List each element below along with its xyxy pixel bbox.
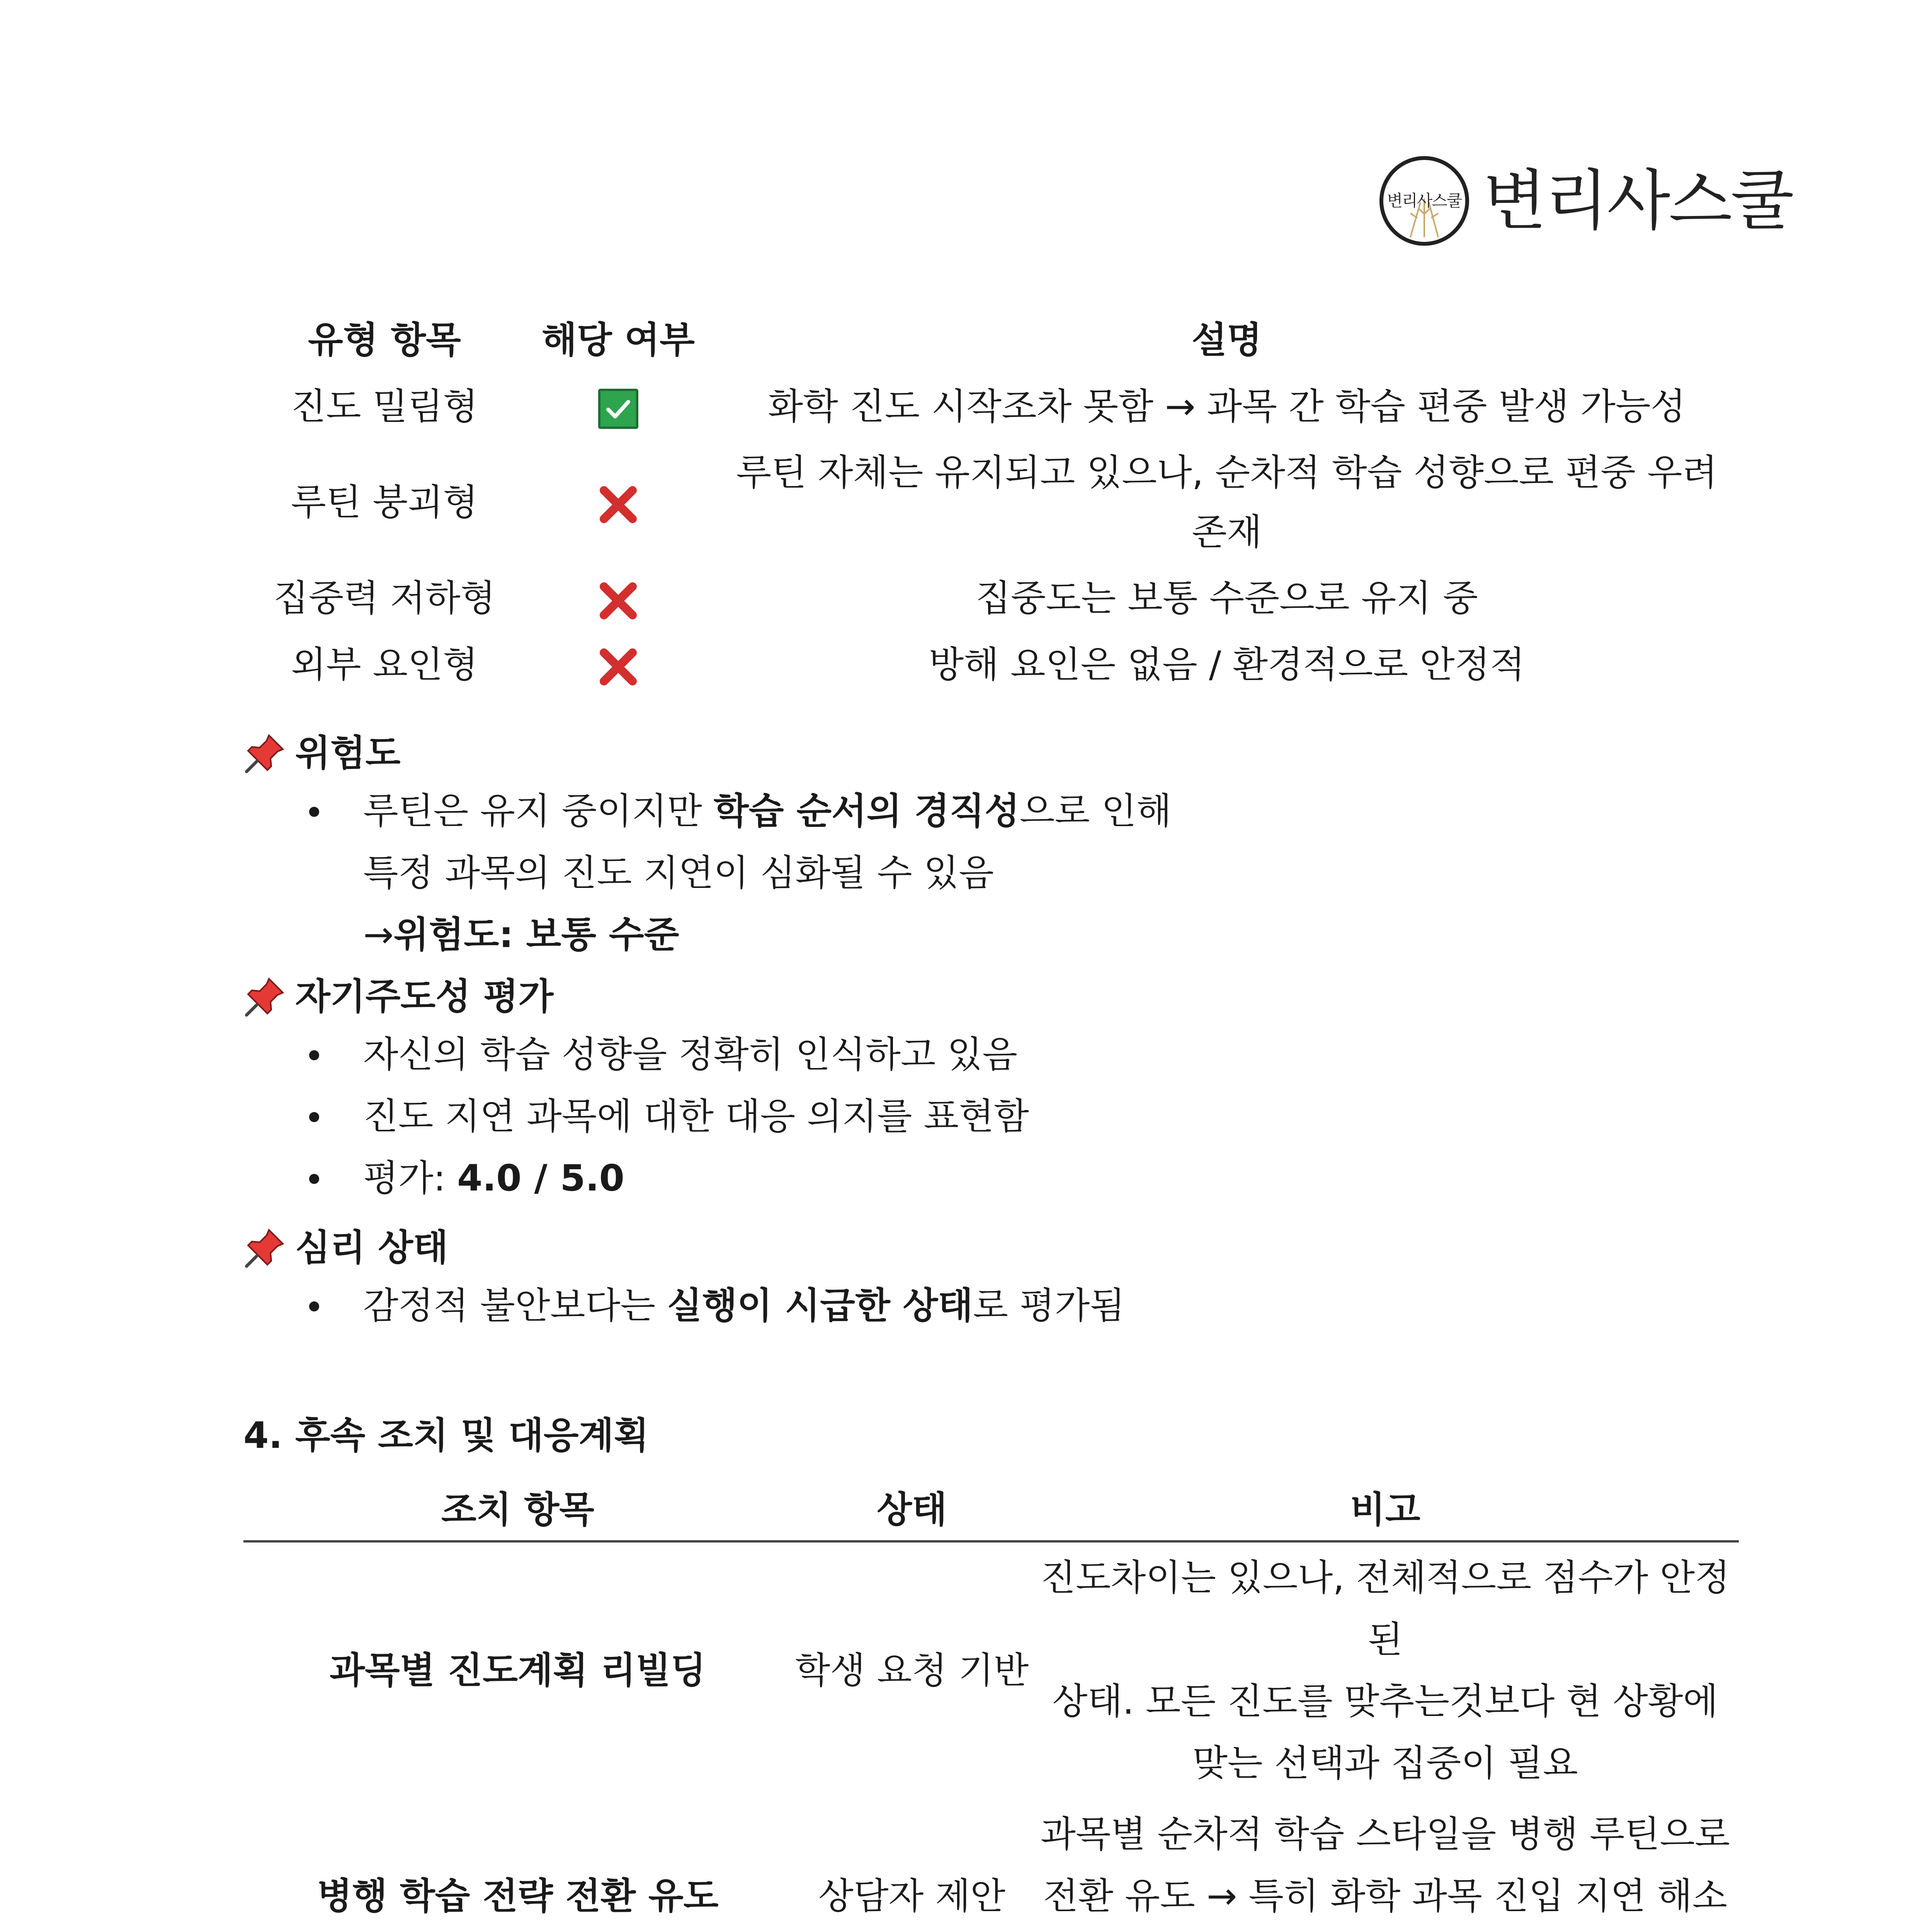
plan-header-status: 상태	[792, 1480, 1032, 1543]
logo-badge	[1379, 156, 1469, 246]
risk-continuation: 특정 과목의 진도 지연이 심화될 수 있음	[363, 852, 994, 895]
cross-icon	[597, 580, 639, 622]
plan-status: 학생 요청 기반	[795, 1649, 1029, 1692]
type-cell: 루틴 붕괴형	[291, 481, 478, 524]
plan-item: 병행 학습 전략 전환 유도	[317, 1875, 719, 1917]
type-cell: 외부 요인형	[291, 643, 478, 686]
plan-note: 진도차이는 있으나, 전체적으로 점수가 안정된 상태. 모든 진도를 맞추는것보다 현 상황에 맞는 선택과 집중이 필요	[1041, 1556, 1730, 1784]
status-cell	[526, 632, 711, 698]
logo-wordmark: 변리사스쿨	[1483, 163, 1793, 239]
logo-badge-text: 변리사스쿨	[1387, 191, 1462, 210]
mental-list	[243, 1275, 1750, 1337]
cross-icon	[597, 646, 639, 688]
self-direction-heading	[243, 970, 1750, 1024]
list-item: 진도 지연 과목에 대한 대응 의지를 표현함	[243, 1086, 1750, 1148]
type-header-item: 유형 항목	[308, 319, 461, 361]
risk-heading	[243, 726, 1750, 781]
risk-section	[243, 726, 1750, 966]
list-item: 평가: 4.0 / 5.0	[243, 1148, 1750, 1209]
type-cell: 집중력 저하형	[273, 577, 496, 620]
check-icon	[598, 389, 638, 429]
desc-line: 존재	[1192, 511, 1262, 553]
plan-note: 과목별 순차적 학습 스타일을 병행 루틴으로 전환 유도 → 특히 화학 과목 진입 지연 해소	[1041, 1813, 1730, 1917]
mental-title: 심리 상태	[295, 1227, 448, 1269]
type-header-applies: 해당 여부	[542, 319, 695, 361]
plan-status: 상담자 제안	[818, 1875, 1005, 1917]
mental-heading	[243, 1221, 1750, 1275]
plan-header-note: 비고	[1032, 1480, 1739, 1543]
section4-title: 4. 후속 조치 및 대응계획	[243, 1415, 649, 1457]
type-cell: 진도 밀림형	[291, 385, 478, 428]
plan-header-item: 조치 항목	[243, 1480, 792, 1543]
pushpin-icon	[243, 1227, 286, 1269]
list-item: 루틴은 유지 중이지만 학습 순서의 경직성으로 인해	[243, 781, 1750, 842]
type-header-desc: 설명	[1192, 319, 1262, 361]
brand-logo	[1379, 155, 1793, 247]
list-item: 감정적 불안보다는 실행이 시급한 상태로 평가됨	[243, 1275, 1750, 1337]
desc-cell	[711, 440, 1743, 565]
status-cell	[526, 374, 711, 440]
risk-level: → 위험도: 보통 수준	[363, 914, 679, 956]
list-item: 자신의 학습 성향을 정확히 인식하고 있음	[243, 1024, 1750, 1086]
risk-title: 위험도	[295, 732, 401, 775]
desc-cell: 방해 요인은 없음 / 환경적으로 안정적	[929, 643, 1525, 686]
mental-section	[243, 1221, 1750, 1337]
self-direction-title: 자기주도성 평가	[295, 976, 554, 1018]
plan-item: 과목별 진도계획 리빌딩	[330, 1649, 706, 1692]
self-direction-section	[243, 970, 1750, 1209]
type-table	[243, 307, 1743, 698]
cross-icon	[597, 483, 639, 526]
desc-cell: 집중도는 보통 수준으로 유지 중	[976, 577, 1478, 620]
pushpin-icon	[243, 732, 286, 775]
risk-list	[243, 781, 1750, 842]
status-cell	[526, 565, 711, 632]
self-direction-list	[243, 1024, 1750, 1209]
status-cell	[526, 469, 711, 536]
desc-line: 루틴 자체는 유지되고 있으나, 순차적 학습 성향으로 편중 우려	[736, 452, 1718, 494]
pushpin-icon	[243, 976, 286, 1018]
desc-cell: 화학 진도 시작조차 못함 → 과목 간 학습 편중 발생 가능성	[768, 385, 1686, 428]
plan-table	[243, 1480, 1739, 1932]
